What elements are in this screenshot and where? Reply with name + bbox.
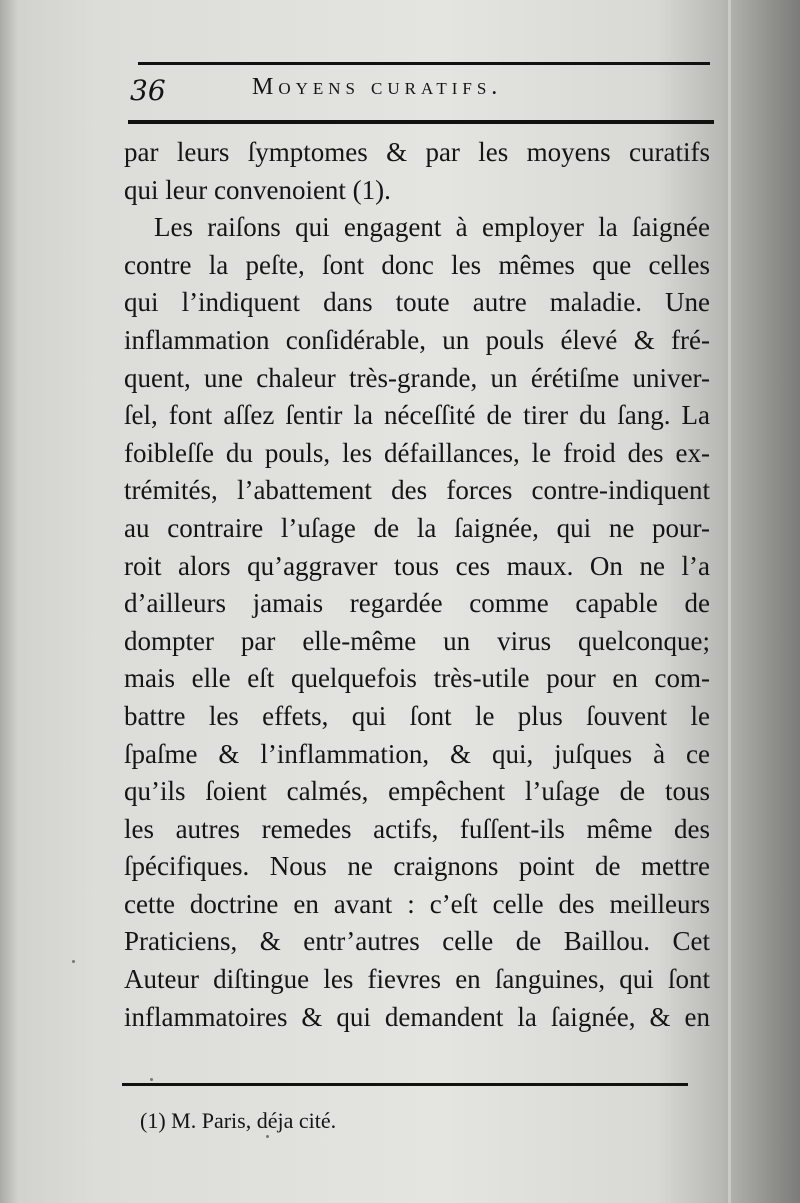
text-line: roit alors qu’aggraver tous ces maux. On ne l’a (124, 550, 710, 581)
text-line: cette doctrine en avant : c’eſt celle des meilleurs (124, 888, 710, 919)
text-line: foibleſſe du pouls, les défaillances, le froid des ex- (124, 437, 710, 468)
body-text (124, 134, 710, 1036)
text-line: Auteur diſtingue les fievres en ſanguines, qui ſont (124, 964, 710, 995)
text-line: ſel, font aſſez ſentir la néceſſité de tirer du ſang. La (124, 400, 710, 431)
gutter-shadow (0, 0, 18, 1203)
text-line: dompter par elle-même un virus quelconque; (124, 625, 710, 656)
page-header (128, 58, 714, 128)
running-title: Moyens curatifs. (252, 74, 503, 100)
page-number: 36 (130, 74, 166, 107)
text-line: qu’ils ſoient calmés, empêchent l’uſage de tous (124, 776, 710, 807)
paper-speck (72, 960, 75, 963)
text-line: inflammation conſidérable, un pouls élevé & fré- (124, 324, 710, 355)
footnote: (1) M. Paris, déja cité. (140, 1108, 337, 1133)
paper-speck (266, 1135, 269, 1138)
text-line: trémités, l’abattement des forces contre-indiquent (124, 475, 710, 506)
text-line: Les raiſons qui engagent à employer la ſaignée (154, 212, 710, 243)
text-line: battre les effets, qui ſont le plus ſouvent le (124, 700, 710, 731)
text-line: quent, une chaleur très-grande, un érétiſme univer- (124, 362, 710, 393)
text-line: par leurs ſymptomes & par les moyens curatifs (124, 137, 710, 167)
text-line: d’ailleurs jamais regardée comme capable de (124, 588, 710, 619)
footnote-rule (122, 1083, 688, 1086)
header-top-rule (138, 62, 710, 65)
text-line: contre la peſte, ſont donc les mêmes que celles (124, 249, 710, 280)
header-bottom-rule (128, 120, 714, 124)
text-line: qui leur convenoient (1). (124, 174, 391, 205)
text-line: ſpaſme & l’inflammation, & qui, juſques à ce (124, 738, 710, 769)
text-line: qui l’indiquent dans toute autre maladie. Une (124, 287, 710, 318)
text-line: ſpécifiques. Nous ne craignons point de mettre (124, 851, 710, 882)
text-line: les autres remedes actifs, fuſſent-ils même des (124, 813, 710, 844)
text-line: mais elle eſt quelquefois très-utile pour en com- (124, 663, 710, 694)
text-line: Praticiens, & entr’autres celle de Baillou. Cet (124, 926, 710, 957)
right-page-edge (720, 0, 800, 1203)
paper-speck (150, 1078, 153, 1081)
text-line: inflammatoires & qui demandent la ſaignée, & en (124, 1001, 710, 1032)
text-line: au contraire l’uſage de la ſaignée, qui ne pour- (124, 512, 710, 543)
